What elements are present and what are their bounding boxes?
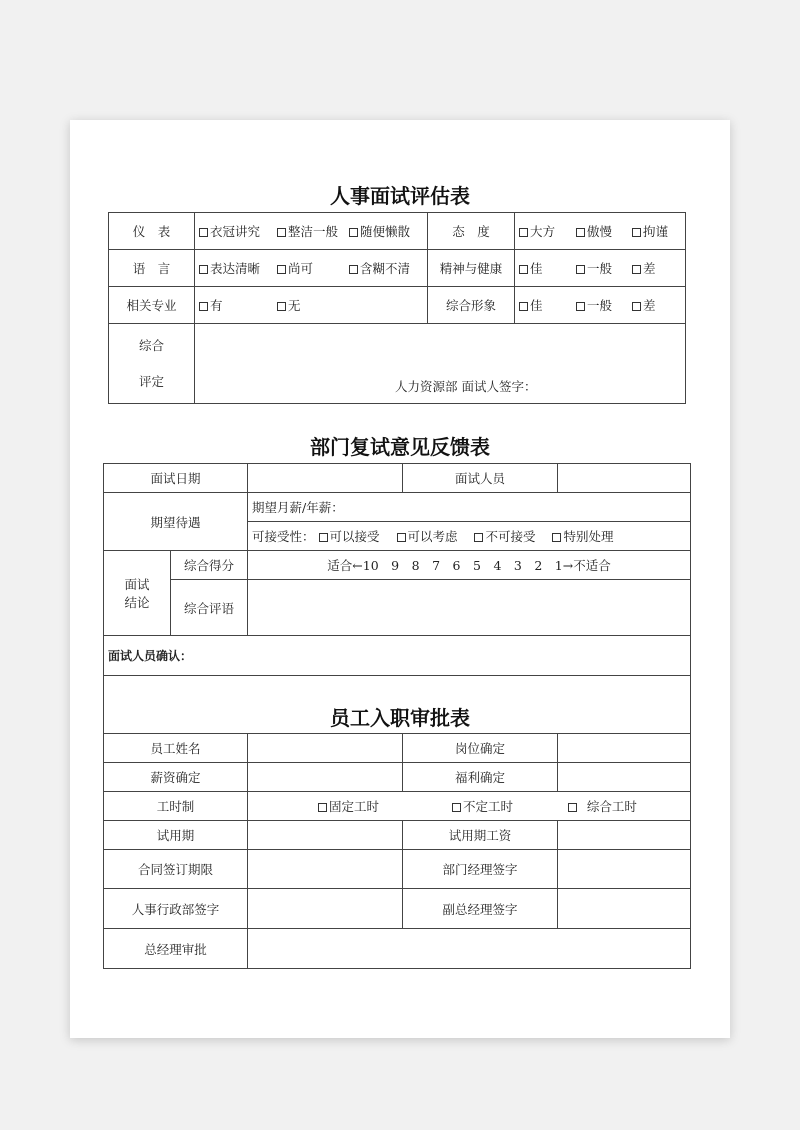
table-row — [109, 250, 686, 287]
option-label: 随便懒散 — [359, 224, 410, 239]
label-position: 岗位确定 — [403, 734, 558, 763]
checkbox[interactable] — [277, 302, 286, 311]
table-row — [104, 929, 691, 969]
option-label: 有 — [210, 298, 223, 313]
table-row — [104, 763, 691, 792]
option-label: 特别处理 — [563, 529, 614, 544]
label-welfare: 福利确定 — [403, 763, 558, 792]
onboarding-approval-table — [103, 733, 691, 969]
dept-feedback-table — [103, 463, 691, 735]
label-deputy-gm: 副总经理签字 — [403, 889, 558, 929]
option-label: 一般 — [586, 298, 612, 313]
option-label: 无 — [287, 298, 301, 313]
checkbox[interactable] — [632, 228, 641, 237]
table-row — [109, 213, 686, 250]
table-row — [104, 821, 691, 850]
form2-title: 部门复试意见反馈表 — [310, 435, 490, 459]
label-work-hours: 工时制 — [104, 792, 248, 821]
label-comment: 综合评语 — [171, 580, 248, 636]
checkbox[interactable] — [318, 803, 327, 812]
hr-signature-label: 人力资源部 面试人签字： — [395, 379, 537, 394]
option-label: 大方 — [530, 224, 556, 239]
table-row — [104, 734, 691, 763]
table-row — [104, 636, 691, 676]
option-label: 尚可 — [287, 261, 313, 276]
option-label: 衣冠讲究 — [210, 224, 261, 239]
option-label: 含糊不清 — [359, 261, 410, 276]
option-label: 整洁一般 — [287, 224, 338, 239]
checkbox[interactable] — [519, 228, 528, 237]
label-hr-admin: 人事行政部签字 — [104, 889, 248, 929]
comment-field[interactable] — [248, 580, 691, 636]
option-label: 拘谨 — [642, 224, 668, 239]
welfare-field[interactable] — [558, 763, 691, 792]
option-label: 差 — [642, 298, 656, 313]
confirm-label: 面试人员确认： — [108, 649, 193, 663]
interview-date-field[interactable] — [248, 464, 403, 493]
checkbox[interactable] — [277, 265, 286, 274]
checkbox[interactable] — [519, 265, 528, 274]
checkbox[interactable] — [632, 302, 641, 311]
option-label: 不定工时 — [462, 799, 513, 814]
checkbox[interactable] — [349, 228, 358, 237]
option-label: 一般 — [586, 261, 612, 276]
contract-field[interactable] — [248, 850, 403, 889]
option-label: 综合工时 — [586, 799, 637, 814]
checkbox[interactable] — [576, 302, 585, 311]
label-salary: 薪资确定 — [104, 763, 248, 792]
label-attitude: 态 度 — [428, 213, 515, 250]
label-image: 综合形象 — [428, 287, 515, 324]
checkbox[interactable] — [519, 302, 528, 311]
position-field[interactable] — [558, 734, 691, 763]
label-interviewer: 面试人员 — [403, 464, 558, 493]
dept-manager-field[interactable] — [558, 850, 691, 889]
interviewer-field[interactable] — [558, 464, 691, 493]
table-row — [104, 850, 691, 889]
probation-field[interactable] — [248, 821, 403, 850]
checkbox[interactable] — [397, 533, 406, 542]
label-expectation: 期望待遇 — [104, 493, 248, 551]
option-label: 佳 — [530, 261, 543, 276]
attitude-options — [515, 213, 686, 250]
checkbox[interactable] — [349, 265, 358, 274]
form3-title: 员工入职审批表 — [330, 706, 470, 730]
table-row — [104, 580, 691, 636]
checkbox[interactable] — [576, 228, 585, 237]
label-score: 综合得分 — [171, 551, 248, 580]
gm-field[interactable] — [248, 929, 691, 969]
overall-field[interactable] — [195, 324, 686, 404]
checkbox[interactable] — [319, 533, 328, 542]
overall-label-line1: 综合 — [138, 337, 164, 353]
checkbox[interactable] — [452, 803, 461, 812]
expected-salary-field[interactable] — [248, 493, 691, 522]
checkbox[interactable] — [568, 803, 577, 812]
table-row — [104, 792, 691, 821]
salary-field[interactable] — [248, 763, 403, 792]
checkbox[interactable] — [576, 265, 585, 274]
conclusion-label-line2: 结论 — [124, 595, 150, 610]
table-row — [104, 464, 691, 493]
label-dept-manager: 部门经理签字 — [403, 850, 558, 889]
health-options — [515, 250, 686, 287]
label-language: 语 言 — [109, 250, 195, 287]
option-label: 佳 — [530, 298, 543, 313]
label-contract: 合同签订期限 — [104, 850, 248, 889]
option-label: 表达清晰 — [210, 261, 261, 276]
deputy-gm-field[interactable] — [558, 889, 691, 929]
table-row — [109, 287, 686, 324]
form1-title: 人事面试评估表 — [330, 184, 470, 208]
employee-name-field[interactable] — [248, 734, 403, 763]
checkbox[interactable] — [199, 265, 208, 274]
label-interview-date: 面试日期 — [104, 464, 248, 493]
label-probation-wage: 试用期工资 — [403, 821, 558, 850]
image-options — [515, 287, 686, 324]
label-conclusion — [104, 551, 171, 636]
acceptability-options — [248, 522, 691, 551]
major-options — [195, 287, 428, 324]
checkbox[interactable] — [277, 228, 286, 237]
option-label: 固定工时 — [329, 799, 380, 814]
hr-admin-field[interactable] — [248, 889, 403, 929]
interview-eval-table — [108, 212, 686, 404]
interviewer-confirm[interactable] — [104, 636, 691, 676]
label-probation: 试用期 — [104, 821, 248, 850]
option-label: 可以接受 — [329, 529, 380, 544]
table-row — [104, 493, 691, 522]
label-gm: 总经理审批 — [104, 929, 248, 969]
conclusion-label-line1: 面试 — [124, 577, 150, 592]
checkbox[interactable] — [199, 302, 208, 311]
checkbox[interactable] — [474, 533, 483, 542]
table-row — [109, 324, 686, 404]
label-major: 相关专业 — [109, 287, 195, 324]
language-options — [195, 250, 428, 287]
checkbox[interactable] — [632, 265, 641, 274]
score-scale-text: 适合←10 9 8 7 6 5 4 3 2 1→不适合 — [327, 558, 611, 573]
appearance-options — [195, 213, 428, 250]
probation-wage-field[interactable] — [558, 821, 691, 850]
table-row — [104, 551, 691, 580]
option-label: 不可接受 — [485, 529, 536, 544]
acceptability-label: 可接受性： — [252, 529, 315, 544]
option-label: 可以考虑 — [407, 529, 458, 544]
table-row — [104, 889, 691, 929]
expected-salary-label: 期望月薪/年薪： — [252, 500, 344, 515]
label-appearance: 仪 表 — [109, 213, 195, 250]
label-health: 精神与健康 — [428, 250, 515, 287]
checkbox[interactable] — [552, 533, 561, 542]
work-hours-options — [248, 792, 691, 821]
label-overall — [109, 324, 195, 404]
overall-label-line2: 评定 — [138, 373, 164, 389]
option-label: 傲慢 — [586, 224, 612, 239]
score-scale[interactable] — [248, 551, 691, 580]
label-employee-name: 员工姓名 — [104, 734, 248, 763]
checkbox[interactable] — [199, 228, 208, 237]
option-label: 差 — [642, 261, 656, 276]
